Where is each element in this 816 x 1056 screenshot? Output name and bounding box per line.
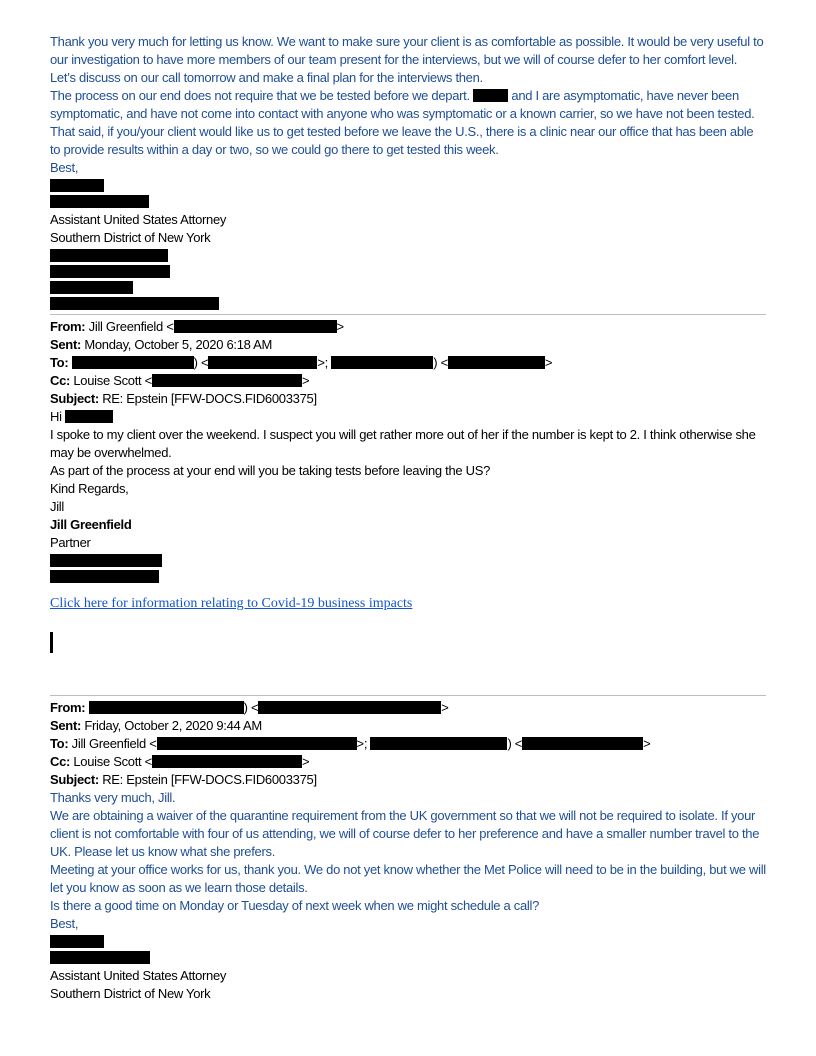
message-divider bbox=[50, 314, 766, 315]
message-3-paragraph: Meeting at your office works for us, thank you. We do not yet know whether the Met Police will need to be in the building, but we will let you know as soon as we learn those details. bbox=[50, 862, 766, 895]
spacer bbox=[50, 653, 51, 691]
subject-label: Subject: bbox=[50, 772, 99, 787]
message-3 bbox=[50, 699, 766, 1003]
signer-title: Assistant United States Attorney bbox=[50, 212, 227, 227]
signature-redactions bbox=[50, 935, 766, 964]
cc-label: Cc: bbox=[50, 373, 71, 388]
message-1 bbox=[50, 33, 766, 310]
message-2-greeting: Hi bbox=[50, 408, 766, 426]
message-3-paragraph: We are obtaining a waiver of the quarantine requirement from the UK government so that we will not be required to isolate. If your client is not comfortable with four of us attending, we will of course defer to her preference and have a smaller number travel to the UK. Please let us know what she prefers. bbox=[50, 808, 760, 859]
redaction-bar bbox=[50, 554, 162, 567]
subject-label: Subject: bbox=[50, 391, 99, 406]
message-3-paragraph: Thanks very much, Jill. bbox=[50, 790, 176, 805]
header-subject-line bbox=[50, 771, 766, 789]
signature-redactions bbox=[50, 249, 766, 310]
to-value: ) < >; ) < > bbox=[68, 355, 552, 370]
header-to-line bbox=[50, 354, 766, 372]
message-2-paragraph: As part of the process at your end will you be taking tests before leaving the US? bbox=[50, 463, 491, 478]
message-2-closing: Kind Regards, bbox=[50, 481, 129, 496]
message-1-closing: Best, bbox=[50, 160, 79, 175]
header-to-line bbox=[50, 735, 766, 753]
message-1-paragraph: The process on our end does not require that we be tested before we depart. and I are asymptomatic, have never been symptomatic, and have not come into contact with anyone who was symptomatic or a known carrier, so we have not been tested. That said, if you/your client would like us to get tested before we leave the U.S., there is a clinic near our office that has been able to provide results within a day or two, so we could go there to get tested this week. bbox=[50, 88, 755, 157]
header-sent-line bbox=[50, 717, 766, 735]
sent-value: Friday, October 2, 2020 9:44 AM bbox=[81, 718, 262, 733]
redaction-bar bbox=[522, 737, 643, 750]
header-subject-line bbox=[50, 390, 766, 408]
signer-title: Partner bbox=[50, 535, 91, 550]
redaction-bar bbox=[50, 297, 219, 310]
message-3-closing: Best, bbox=[50, 916, 79, 931]
sent-label: Sent: bbox=[50, 718, 82, 733]
redaction-bar bbox=[50, 951, 150, 964]
signature-redactions bbox=[50, 554, 766, 583]
message-2-signoff: Jill bbox=[50, 499, 64, 514]
redaction-bar bbox=[50, 935, 104, 948]
header-cc-line bbox=[50, 753, 766, 771]
covid-link-line bbox=[50, 594, 766, 613]
cc-value: Louise Scott < > bbox=[70, 754, 310, 769]
redaction-bar bbox=[208, 356, 317, 369]
email-thread bbox=[50, 33, 766, 1003]
redaction-bar bbox=[50, 281, 133, 294]
redaction-bar bbox=[473, 89, 508, 102]
header-from-line bbox=[50, 699, 766, 717]
subject-value: RE: Epstein [FFW-DOCS.FID6003375] bbox=[98, 772, 317, 787]
redaction-bar bbox=[258, 701, 441, 714]
redaction-bar bbox=[50, 249, 168, 262]
signer-office: Southern District of New York bbox=[50, 986, 211, 1001]
message-divider bbox=[50, 695, 766, 696]
redaction-bar bbox=[50, 570, 159, 583]
message-2 bbox=[50, 318, 766, 691]
header-cc-line bbox=[50, 372, 766, 390]
from-label: From: bbox=[50, 700, 86, 715]
signer-office: Southern District of New York bbox=[50, 230, 211, 245]
header-block bbox=[50, 318, 766, 408]
redaction-bar bbox=[157, 737, 357, 750]
redaction-bar bbox=[370, 737, 507, 750]
spacer bbox=[50, 586, 51, 594]
redaction-bar bbox=[448, 356, 545, 369]
to-value: Jill Greenfield < >; ) < > bbox=[68, 736, 651, 751]
redaction-bar bbox=[50, 195, 149, 208]
redaction-bar bbox=[72, 356, 194, 369]
message-3-paragraph: Is there a good time on Monday or Tuesday of next week when we might schedule a call? bbox=[50, 898, 540, 913]
from-value: ) < > bbox=[85, 700, 448, 715]
redaction-bar bbox=[174, 320, 337, 333]
from-value: Jill Greenfield < > bbox=[85, 319, 344, 334]
cc-value: Louise Scott < > bbox=[70, 373, 310, 388]
message-1-paragraph: Thank you very much for letting us know. We want to make sure your client is as comfortable as possible. It would be very useful to our investigation to have more members of our team present for the interviews, but we will of course defer to her comfort level. Let’s discuss on our call tomorrow and make a final plan for the interviews then. bbox=[50, 34, 764, 85]
cc-label: Cc: bbox=[50, 754, 71, 769]
signature-redactions bbox=[50, 179, 766, 208]
sent-label: Sent: bbox=[50, 337, 82, 352]
spacer bbox=[50, 613, 51, 632]
redaction-bar bbox=[89, 701, 244, 714]
header-sent-line bbox=[50, 336, 766, 354]
from-label: From: bbox=[50, 319, 86, 334]
redaction-bar bbox=[331, 356, 433, 369]
signer-title: Assistant United States Attorney bbox=[50, 968, 227, 983]
redaction-bar bbox=[50, 265, 170, 278]
message-2-paragraph: I spoke to my client over the weekend. I suspect you will get rather more out of her if the number is kept to 2. I think otherwise she may be overwhelmed. bbox=[50, 427, 756, 460]
subject-value: RE: Epstein [FFW-DOCS.FID6003375] bbox=[98, 391, 317, 406]
header-block bbox=[50, 699, 766, 789]
covid-info-link[interactable]: Click here for information relating to Covid-19 business impacts bbox=[50, 596, 413, 611]
text-cursor bbox=[50, 632, 53, 653]
redaction-bar bbox=[50, 179, 104, 192]
signer-name: Jill Greenfield bbox=[50, 517, 132, 532]
sent-value: Monday, October 5, 2020 6:18 AM bbox=[81, 337, 273, 352]
header-from-line bbox=[50, 318, 766, 336]
redaction-bar bbox=[152, 374, 302, 387]
to-label: To: bbox=[50, 355, 69, 370]
redaction-bar bbox=[65, 410, 113, 423]
to-label: To: bbox=[50, 736, 69, 751]
redaction-bar bbox=[152, 755, 302, 768]
